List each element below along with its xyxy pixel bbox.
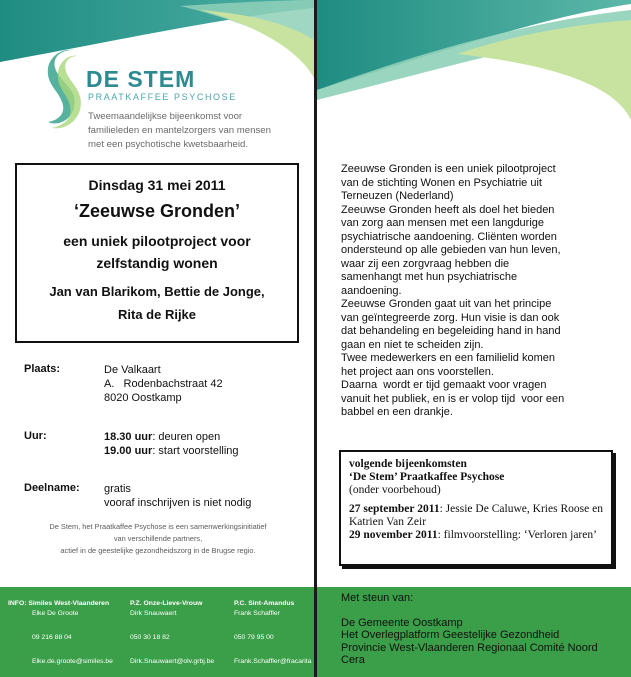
contact-similes (8, 599, 113, 667)
desc-line: dat behandeling en begeleiding hand in hand (341, 325, 561, 337)
desc-line: Zeeuwse Gronden is een uniek pilootproject (341, 163, 556, 175)
note-line: van verschillende partners, (113, 534, 203, 543)
next-date: 29 november 2011 (349, 529, 438, 541)
place-line: A. Rodenbachstraat 42 (104, 378, 223, 390)
desc-line: van geïntegreerde zorg. Hun visie is dan ook (341, 311, 560, 324)
contact-org: P.Z. Onze-Lieve-Vrouw (130, 600, 203, 607)
next-date-text: : Jessie De Caluwe, Kries Roose en Katrien Van Zeir (349, 503, 603, 528)
time-bold: 19.00 uur (104, 445, 153, 457)
contact-name: Frank Schaffler (234, 610, 280, 617)
contact-org: INFO: Similes West-Vlaanderen (8, 600, 110, 607)
sponsor-item: Provincie West-Vlaanderen Regionaal Comité Noord (341, 641, 598, 654)
place-line: De Valkaart (104, 364, 161, 376)
fee-label: Deelname: (24, 482, 80, 494)
event-speakers (17, 280, 297, 326)
next-note: (onder voorbehoud) (349, 484, 441, 496)
ribbon-s-logo-icon (44, 46, 88, 132)
desc-line: samenhangt met hun psychiatrische (341, 271, 518, 283)
event-subtitle-line: zelfstandig wonen (96, 255, 218, 271)
speakers-line: Rita de Rijke (117, 307, 197, 322)
brand-subtitle: PRAATKAFFEE PSYCHOSE (88, 92, 237, 102)
event-subtitle (17, 230, 297, 274)
event-title: ‘Zeeuwse Gronden’ (73, 201, 241, 221)
contact-amandus (234, 599, 314, 667)
place-line: 8020 Oostkamp (104, 392, 182, 404)
time-value (104, 430, 239, 458)
brand-name: DE STEM (86, 66, 196, 92)
desc-line: Terneuzen (Nederland) (341, 190, 454, 202)
time-line (104, 430, 239, 444)
sponsor-item: Cera (341, 654, 365, 666)
desc-line: psychiatrische aandoening. Cliënten worden (341, 230, 557, 243)
fee-value (104, 482, 251, 510)
note-line: De Stem, het Praatkaffee Psychose is een samenwerkingsinitiatief (49, 522, 267, 531)
next-date: 27 september 2011 (349, 503, 440, 515)
sponsor-bar (317, 587, 631, 677)
tagline: Tweemaandelijkse bijeenkomst voor familieleden en mantelzorgers van mensen met een psychotische kwetsbaarheid. (88, 111, 271, 150)
desc-line: Daarna wordt er tijd gemaakt voor vragen (341, 379, 547, 391)
time-bold: 18.30 uur (104, 431, 153, 443)
event-date: Dinsdag 31 mei 2011 (88, 177, 226, 193)
contact-bar (0, 587, 314, 677)
event-subtitle-line: een uniek pilootproject voor (63, 233, 251, 249)
next-meetings-box (339, 450, 613, 566)
contact-org: P.C. Sint-Amandus (234, 600, 295, 607)
desc-line: van zorg aan mensen met een langdurige (341, 217, 545, 229)
desc-line: Zeeuwse Gronden heeft als doel het bieden (341, 203, 555, 216)
note-line: actief in de geestelijke gezondheidszorg in de Brugse regio. (60, 546, 256, 555)
place-label: Plaats: (24, 363, 61, 375)
next-dates (349, 503, 603, 542)
desc-line: vanuit het publiek, en is er volop tijd voor een (341, 392, 565, 405)
desc-line: ondersteund op alle gebieden van hun leven, (341, 244, 561, 256)
fee-line: gratis (104, 483, 131, 495)
sponsor-list (341, 592, 598, 667)
next-date-item (349, 503, 603, 529)
contact-name: Elke De Groote (32, 610, 79, 617)
contact-name: Dirk Snauwaert (130, 610, 177, 617)
sponsor-item: Het Overlegplatform Geestelijke Gezondheid (341, 629, 560, 641)
desc-line: waar zij een zorgvraag hebben die (341, 257, 510, 270)
place-value (104, 363, 223, 405)
speakers-line: Jan van Blarikom, Bettie de Jonge, (49, 284, 265, 299)
contact-phone: 050 30 18 82 (130, 634, 170, 641)
desc-line: aandoening. (341, 284, 402, 297)
contact-email[interactable]: Elke.de.groote@similes.be (32, 658, 113, 665)
desc-line: gaan en niet te scheiden zijn. (341, 338, 484, 351)
contact-olv (130, 599, 214, 667)
sponsor-item: De Gemeente Oostkamp (341, 616, 463, 629)
next-date-text: : filmvoorstelling: ‘Verloren jaren’ (437, 529, 597, 541)
project-description (341, 163, 613, 420)
time-label: Uur: (24, 430, 47, 442)
event-box (15, 163, 299, 343)
partnership-note (18, 521, 298, 557)
desc-line: van de stichting Wonen en Psychiatrie uit (341, 176, 542, 189)
sponsors-title: Met steun van: (341, 592, 414, 604)
next-header: ‘De Stem’ Praatkaffee Psychose (349, 471, 505, 483)
fee-line: vooraf inschrijven is niet nodig (104, 497, 252, 509)
next-header: volgende bijeenkomsten (349, 458, 467, 470)
contact-email[interactable]: Dirk.Snauwaert@olv.grbj.be (130, 658, 215, 665)
desc-line: Zeeuwse Gronden gaat uit van het principe (341, 298, 552, 310)
contact-email[interactable]: Frank.Schaffler@fracarita (234, 658, 312, 665)
header-swoosh (317, 0, 631, 150)
time-rest: : start voorstelling (152, 445, 239, 457)
right-panel (317, 0, 631, 677)
desc-line: het project aan ons voorstellen. (341, 365, 494, 378)
next-date-item (349, 529, 603, 542)
desc-line: Twee medewerkers en een familielid komen (341, 352, 555, 364)
time-rest: : deuren open (152, 431, 221, 443)
desc-line: babbel en een drankje. (341, 406, 453, 418)
left-panel (0, 0, 314, 677)
time-line (104, 444, 239, 458)
contact-phone: 09 216 88 04 (32, 634, 72, 641)
contact-phone: 050 79 95 00 (234, 634, 274, 641)
